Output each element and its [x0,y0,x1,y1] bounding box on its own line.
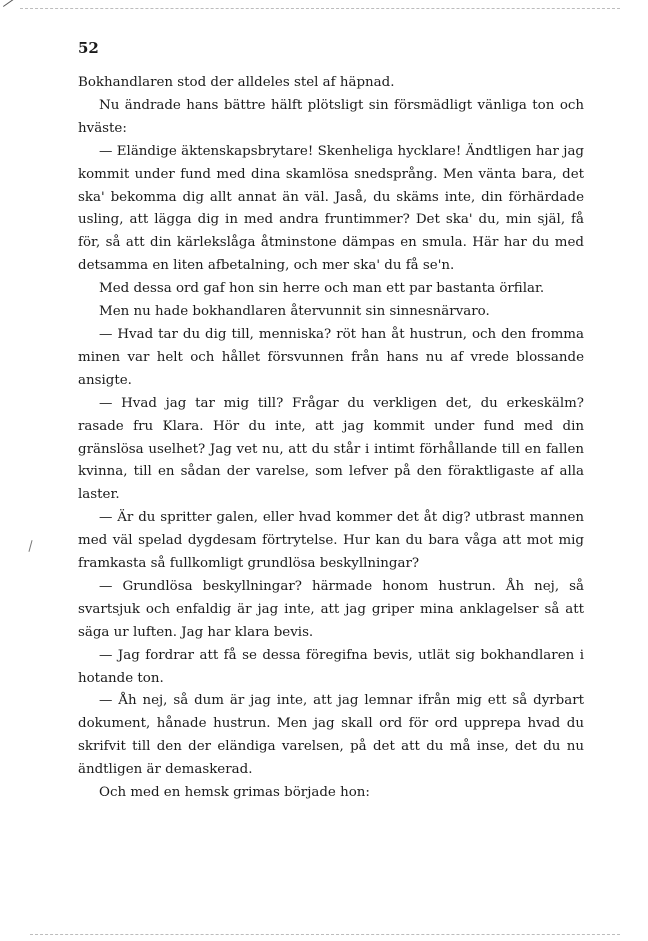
paragraph: — Hvad tar du dig till, menniska? röt han åt hustrun, och den fromma minen var helt och hållet försvunnen från hans nu af vrede blossande ansigte. [78,326,584,388]
paragraph: Nu ändrade hans bättre hälft plötsligt sin försmädligt vänliga ton och hväste: [78,97,584,136]
paragraph: — Hvad jag tar mig till? Frågar du verkligen det, du erkeskälm? rasade fru Klara. Hör du inte, att jag kommit under fund med din gränslösa uselhet? Jag vet nu, att du står i intimt förhållande till en fallen kvinna, till en sådan der varelse, som lefver på den föraktligaste af alla laster. [78,395,584,503]
paragraph: Och med en hemsk grimas började hon: [99,785,370,801]
corner-mark [3,0,15,7]
paragraph: Men nu hade bokhandlaren återvunnit sin sinnesnärvaro. [99,304,490,320]
paragraph: — Åh nej, så dum är jag inte, att jag lemnar ifrån mig ett så dyrbart dokument, hånade hustrun. Men jag skall ord för ord upprepa hvad du skrifvit till den der eländiga varelsen, på det att du må inse, det du nu ändtligen är demaskerad. [78,693,584,778]
paragraph: Med dessa ord gaf hon sin herre och man ett par bastanta örfilar. [99,281,545,297]
page-number: 52 [78,39,99,57]
margin-pencil-mark [28,540,32,552]
paragraph: — Jag fordrar att få se dessa föregifna bevis, utlät sig bokhandlaren i hotande ton. [78,647,584,686]
paragraph: — Är du spritter galen, eller hvad kommer det åt dig? utbrast mannen med väl spelad dygdesam förtrytelse. Hur kan du bara våga att mot mig framkasta så fullkomligt grundlösa beskyllningar? [78,510,584,572]
top-scan-edge [20,8,620,9]
bottom-scan-edge [30,934,620,935]
paragraph: — Eländige äktenskapsbrytare! Skenheliga hycklare! Ändtligen har jag kommit under fund med dina skamlösa snedsprång. Men vänta bara, det ska' bekomma dig allt annat än väl. Jaså, du skäms inte, din förhärdade usling, att lägga dig in med andra fruntimmer? Det ska' du, min själ, få för, så att din kärlekslåga åtminstone dämpas en smula. Här har du med detsamma en liten afbetalning, och mer ska' du få se'n. [78,143,584,274]
paragraph: — Grundlösa beskyllningar? härmade honom hustrun. Åh nej, så svartsjuk och enfaldig är jag inte, att jag griper mina anklagelser så att säga ur luften. Jag har klara bevis. [78,578,584,640]
paragraph: Bokhandlaren stod der alldeles stel af häpnad. [78,75,395,90]
body-text [78,72,584,805]
